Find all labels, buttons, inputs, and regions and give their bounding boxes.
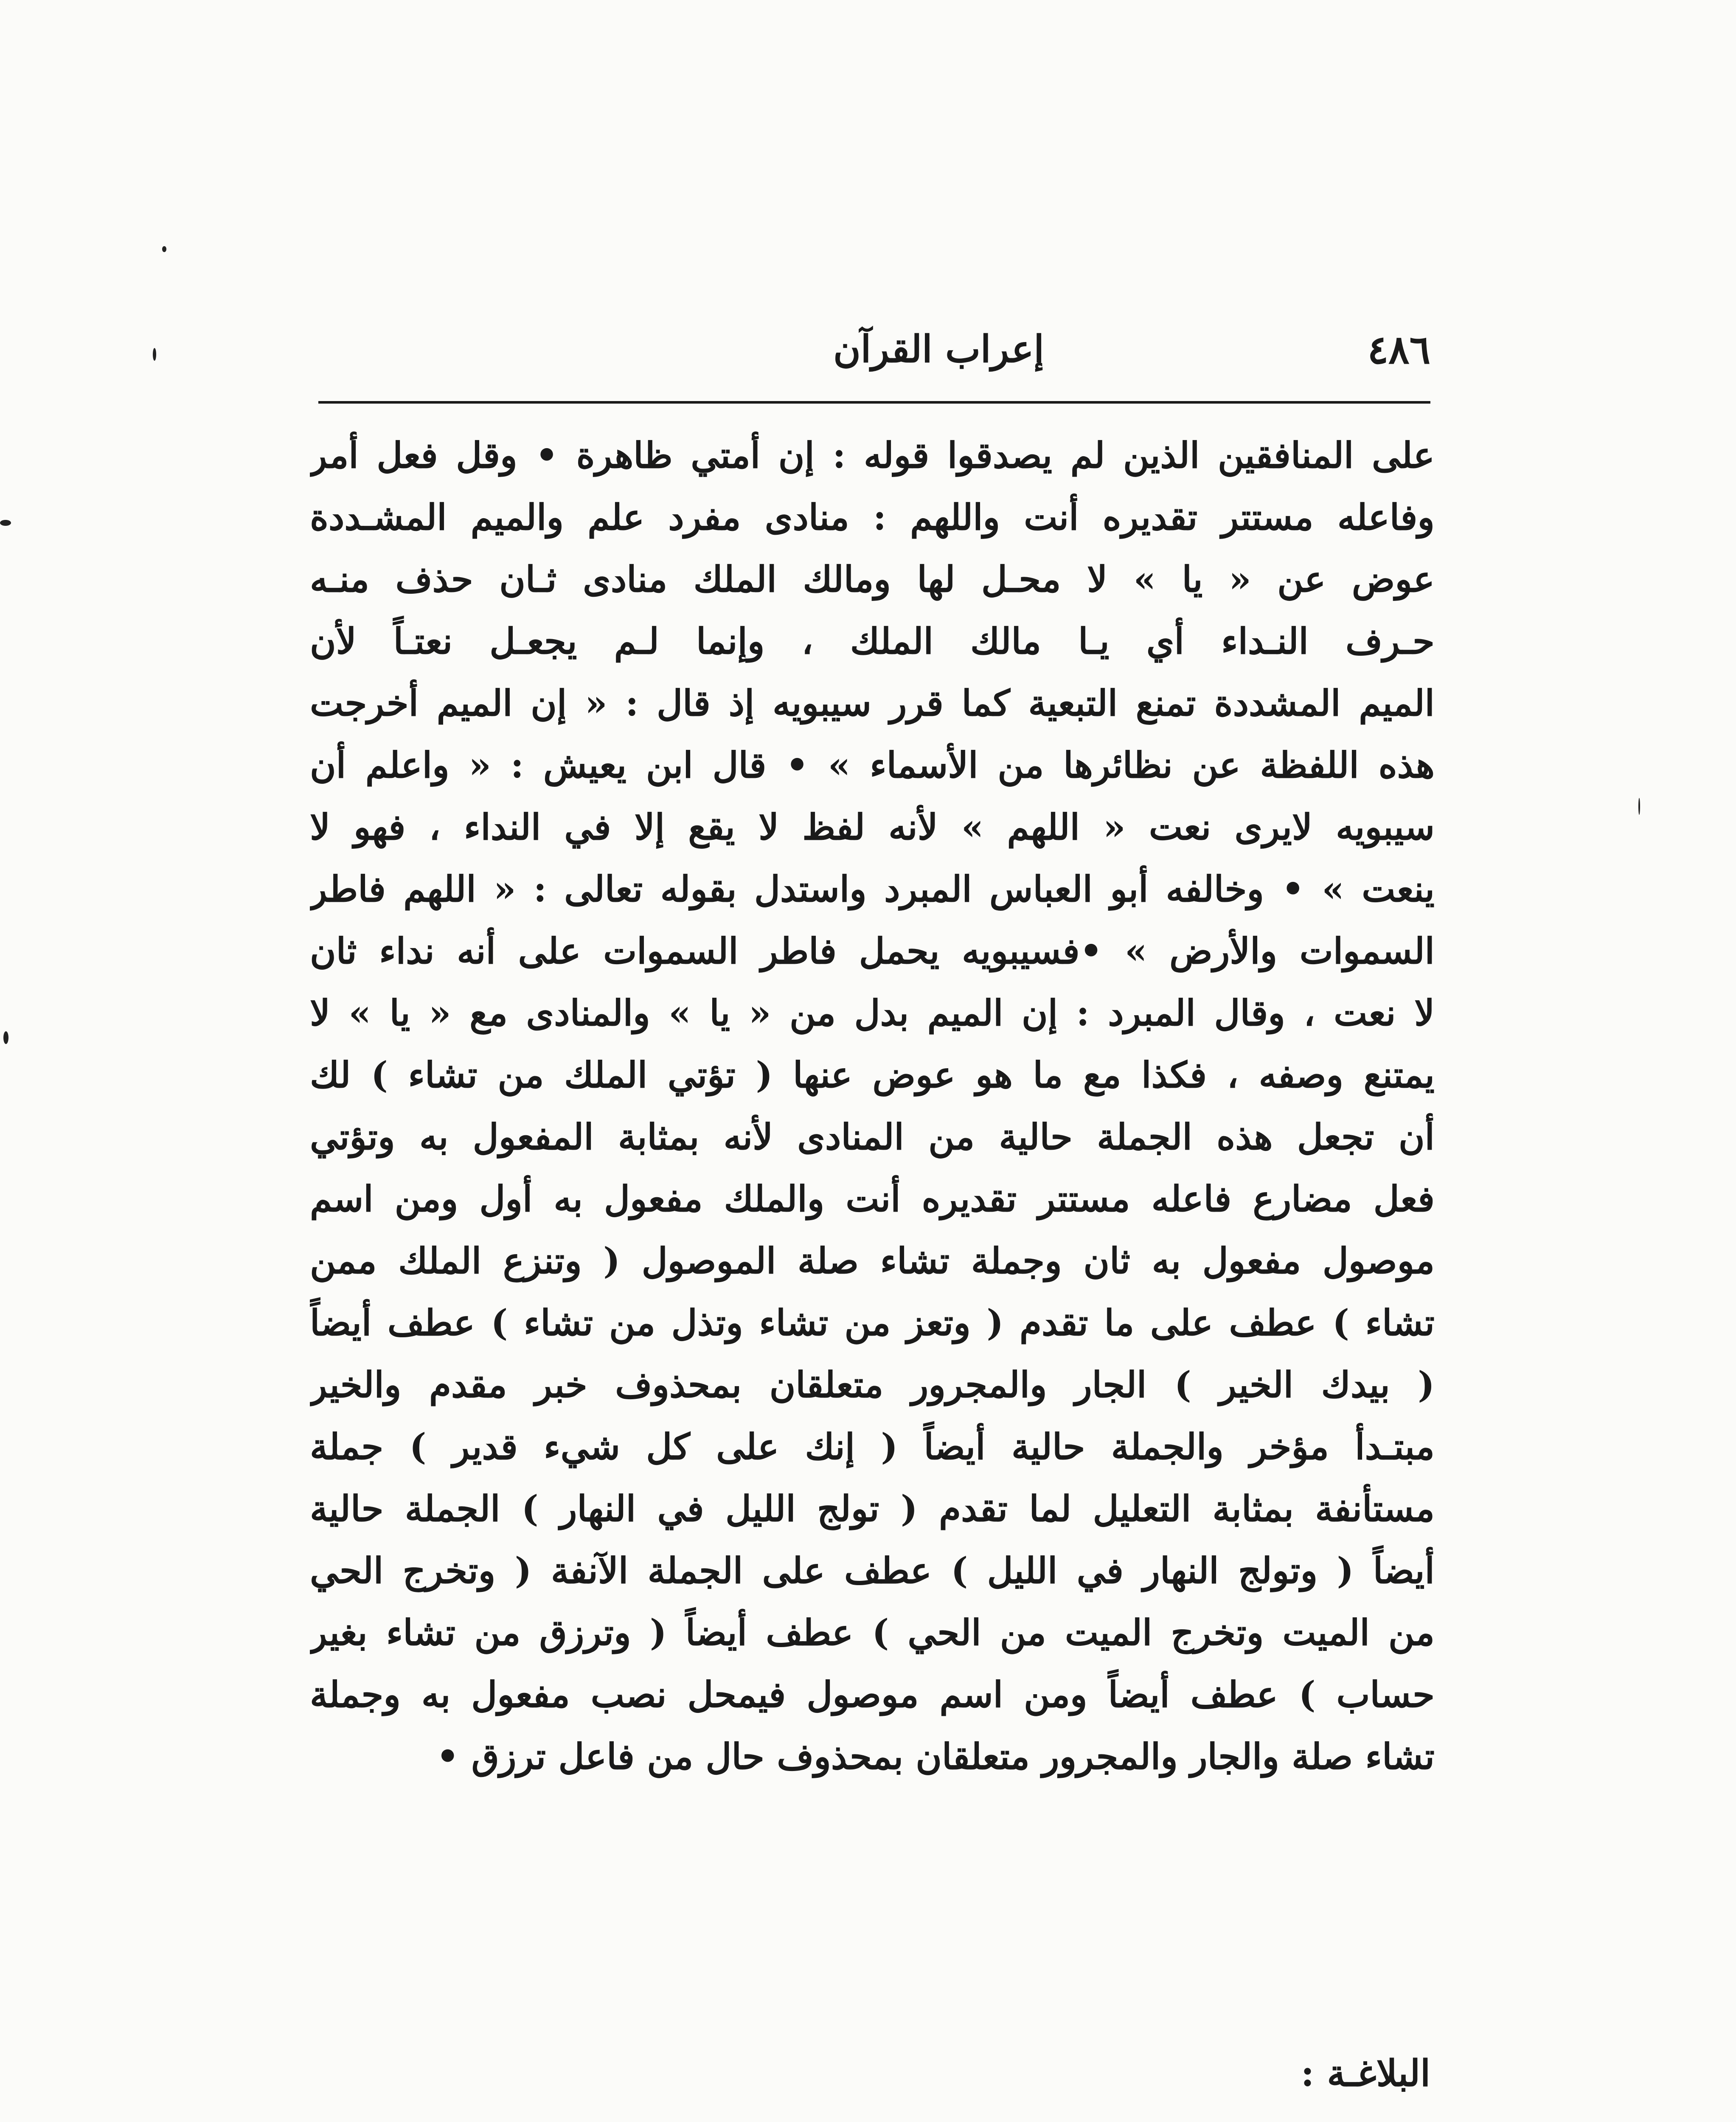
text-line: يمتنع وصفه ، فكذا مع ما هو عوض عنها ( تؤتي الملك من تشاء ) لك bbox=[310, 1054, 1435, 1096]
scan-speck bbox=[0, 520, 11, 526]
text-line: فعل مضارع فاعله مستتر تقديره أنت والملك مفعول به أول ومن اسم bbox=[310, 1178, 1435, 1220]
text-line: على المنافقين الذين لم يصدقوا قوله : إن أمتي ظاهرة • وقل فعل أمر bbox=[310, 434, 1435, 476]
text-line: مستأنفة بمثابة التعليل لما تقدم ( تولج الليل في النهار ) الجملة حالية bbox=[310, 1488, 1435, 1530]
text-line: تشاء ) عطف على ما تقدم ( وتعز من تشاء وتذل من تشاء ) عطف أيضاً bbox=[310, 1302, 1435, 1344]
text-line: حـرف النـداء أي يـا مالك الملك ، وإنما لـم يجعـل نعتـاً لأن bbox=[310, 620, 1435, 662]
running-title: إعراب القرآن bbox=[833, 327, 1044, 371]
text-line: تشاء صلة والجار والمجرور متعلقان بمحذوف حال من فاعل ترزق • bbox=[436, 1735, 1435, 1777]
text-line: موصول مفعول به ثان وجملة تشاء صلة الموصول ( وتنزع الملك ممن bbox=[310, 1240, 1435, 1282]
scan-speck bbox=[3, 1031, 8, 1044]
text-line: لا نعت ، وقال المبرد : إن الميم بدل من « يا » والمنادى مع « يا » لا bbox=[310, 992, 1435, 1034]
text-line: من الميت وتخرج الميت من الحي ) عطف أيضاً ( وترزق من تشاء بغير bbox=[310, 1611, 1435, 1653]
text-line: حساب ) عطف أيضاً ومن اسم موصول فيمحل نصب مفعول به وجملة bbox=[310, 1673, 1435, 1715]
text-line: الميم المشددة تمنع التبعية كما قرر سيبويه إذ قال : « إن الميم أخرجت bbox=[310, 682, 1435, 724]
body-paragraph bbox=[310, 424, 1435, 1788]
text-line: أيضاً ( وتولج النهار في الليل ) عطف على الجملة الآنفة ( وتخرج الحي bbox=[310, 1549, 1435, 1592]
text-line: ( بيدك الخير ) الجار والمجرور متعلقان بمحذوف خبر مقدم والخير bbox=[310, 1364, 1435, 1406]
scan-speck bbox=[1638, 798, 1640, 815]
text-line: سيبويه لايرى نعت « اللهم » لأنه لفظ لا يقع إلا في النداء ، فهو لا bbox=[310, 806, 1435, 848]
header-divider bbox=[318, 401, 1430, 404]
scan-speck bbox=[153, 348, 156, 361]
section-heading: البلاغـة : bbox=[1301, 2052, 1430, 2095]
text-line: أن تجعل هذه الجملة حالية من المنادى لأنه بمثابة المفعول به وتؤتي bbox=[310, 1116, 1435, 1158]
page-number: ٤٨٦ bbox=[1367, 327, 1430, 373]
text-line: ينعت » • وخالفه أبو العباس المبرد واستدل بقوله تعالى : « اللهم فاطر bbox=[310, 868, 1435, 910]
page-header bbox=[318, 323, 1430, 386]
text-line: هذه اللفظة عن نظائرها من الأسماء » • قال ابن يعيش : « واعلم أن bbox=[310, 744, 1435, 786]
text-line: السموات والأرض » •فسيبويه يحمل فاطر السموات على أنه نداء ثان bbox=[310, 930, 1435, 972]
text-line: مبتـدأ مؤخر والجملة حالية أيضاً ( إنك على كل شيء قدير ) جملة bbox=[310, 1426, 1435, 1468]
text-line: وفاعله مستتر تقديره أنت واللهم : منادى مفرد علم والميم المشـددة bbox=[310, 496, 1435, 538]
text-line: عوض عن « يا » لا محـل لها ومالك الملك منادى ثـان حذف منـه bbox=[310, 558, 1435, 600]
scan-speck bbox=[162, 246, 166, 252]
